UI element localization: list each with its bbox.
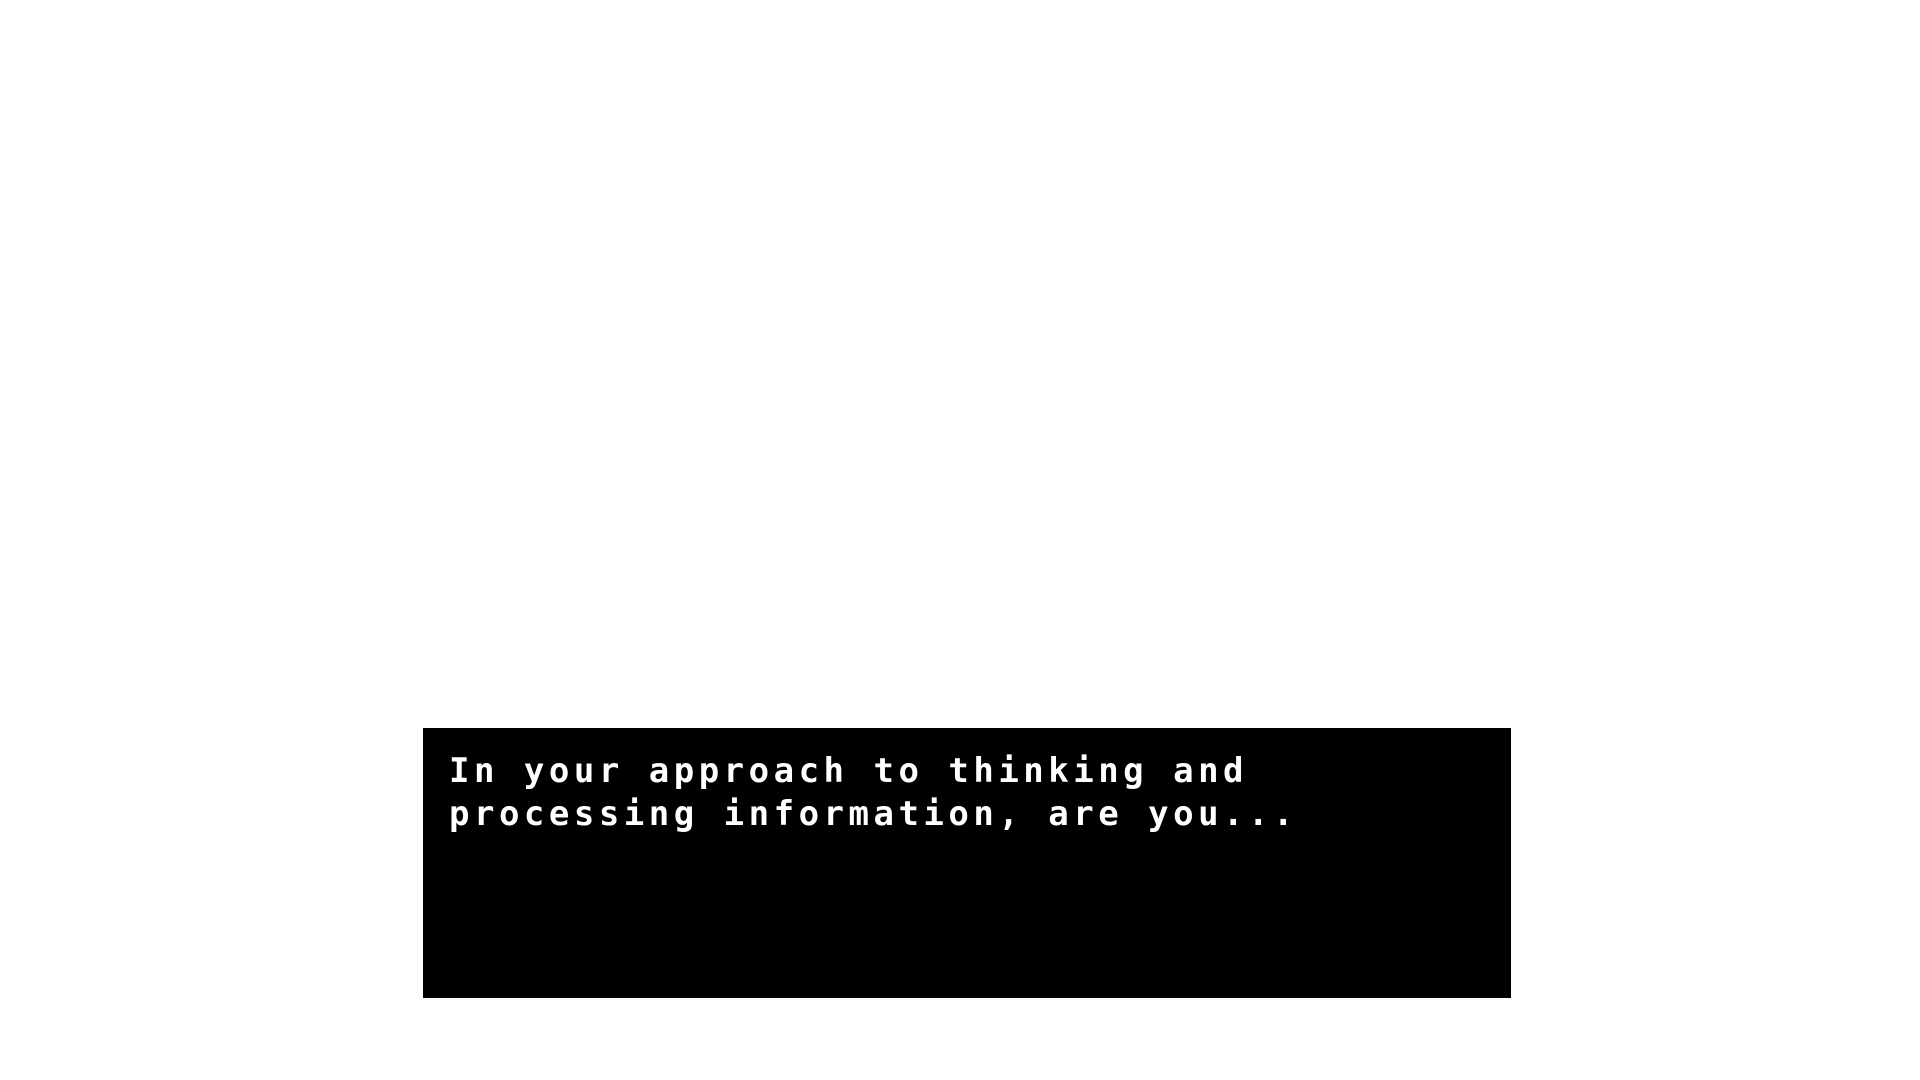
dialog-text: In your approach to thinking and processing information, are you... bbox=[449, 751, 1298, 834]
dialog-box[interactable] bbox=[423, 728, 1511, 998]
